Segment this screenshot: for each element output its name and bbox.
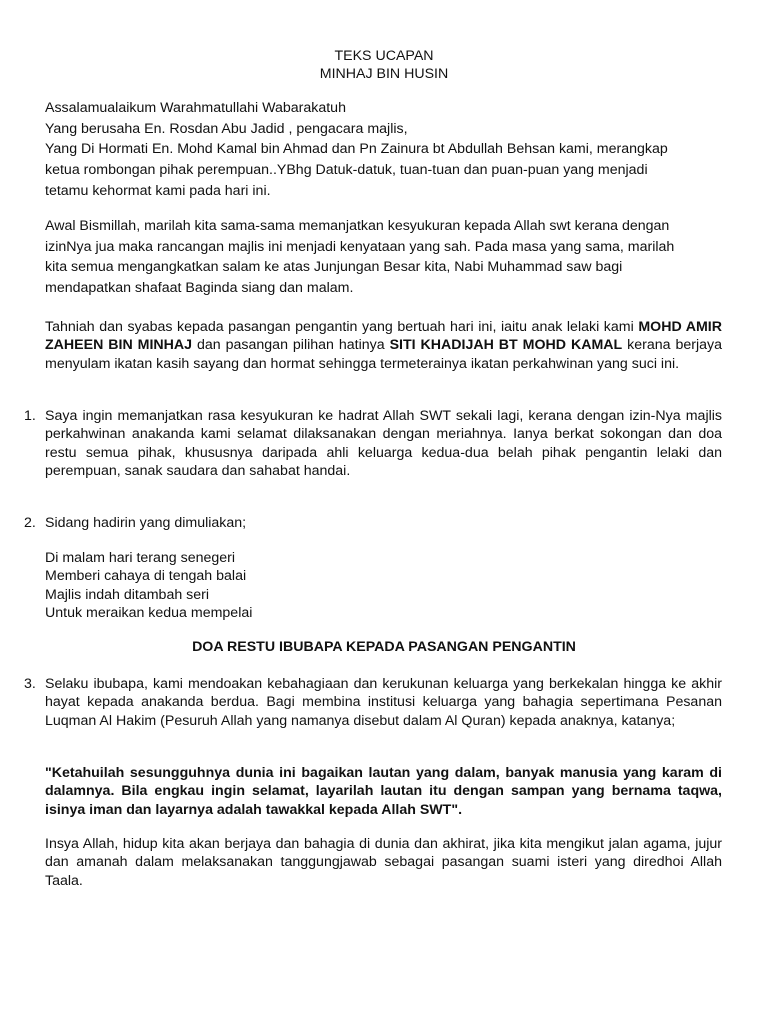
bismillah-paragraph bbox=[45, 216, 722, 299]
item-2-text: Sidang hadirin yang dimuliakan; bbox=[45, 515, 247, 531]
section-heading: DOA RESTU IBUBAPA KEPADA PASANGAN PENGANTIN bbox=[192, 639, 576, 655]
bismillah-line: Awal Bismillah, marilah kita sama-sama memanjatkan kesyukuran kepada Allah swt kerana dengan bbox=[45, 218, 670, 234]
item-3-number: 3. bbox=[24, 676, 36, 692]
greeting-line: ketua rombongan pihak perempuan..YBhg Datuk-datuk, tuan-tuan dan puan-puan yang menjadi bbox=[45, 162, 648, 179]
item-1-text: Saya ingin memanjatkan rasa kesyukuran ke hadrat Allah SWT sekali lagi, kerana dengan izin-Nya majlis perkahwinan anakanda kami selamat dilaksanakan dengan meriahnya. Ianya berkat sokongan dan doa restu semua pihak, khususnya daripada ahli keluarga kedua-dua belah pihak pengantin lelaki dan perempuan, sanak saudara dan sahabat handai. bbox=[45, 408, 722, 479]
bride-name: SITI KHADIJAH BT MOHD KAMAL bbox=[389, 337, 623, 354]
tahniah-text: kerana berjaya menyulam ikatan kasih sayang dan hormat sehingga termeterainya ikatan perkahwinan yang suci ini. bbox=[45, 337, 722, 372]
tahniah-text: dan pasangan pilihan hatinya bbox=[192, 337, 390, 354]
bismillah-line: mendapatkan shafaat Baginda siang dan malam. bbox=[45, 280, 354, 297]
pantun-line: Memberi cahaya di tengah balai bbox=[45, 568, 247, 585]
bismillah-line: izinNya jua maka rancangan majlis ini menjadi kenyataan yang sah. Pada masa yang sama, marilah bbox=[45, 238, 675, 255]
pantun-line: Di malam hari terang senegeri bbox=[45, 550, 236, 566]
groom-name: MOHD AMIR ZAHEEN BIN MINHAJ bbox=[45, 319, 722, 354]
document-title bbox=[0, 47, 768, 83]
bismillah-line: kita semua mengangkatkan salam ke atas Junjungan Besar kita, Nabi Muhammad saw bagi bbox=[45, 259, 623, 276]
tahniah-text: Tahniah dan syabas kepada pasangan pengantin yang bertuah hari ini, iaitu anak lelaki kami bbox=[45, 319, 639, 335]
item-2-number: 2. bbox=[24, 515, 36, 531]
closing-paragraph: Insya Allah, hidup kita akan berjaya dan bahagia di dunia dan akhirat, jika kita mengikut jalan agama, jujur dan amanah dalam melaksanakan tanggungjawab sebagai pasangan suami isteri yang diredhoi Allah Taala. bbox=[45, 836, 722, 889]
greeting-line: Yang berusaha En. Rosdan Abu Jadid , pengacara majlis, bbox=[45, 120, 408, 137]
pantun-line: Majlis indah ditambah seri bbox=[45, 586, 210, 603]
tahniah-paragraph bbox=[45, 318, 722, 373]
greeting-line: Yang Di Hormati En. Mohd Kamal bin Ahmad dan Pn Zainura bt Abdullah Behsan kami, merangkap bbox=[45, 141, 668, 158]
luqman-quote: "Ketahuilah sesungguhnya dunia ini bagaikan lautan yang dalam, banyak manusia yang karam di dalamnya. Bila engkau ingin selamat, layarilah lautan itu dengan sampan yang bernama taqwa, isinya iman dan layarnya adalah tawakkal kepada Allah SWT". bbox=[45, 765, 722, 818]
pantun-line: Untuk meraikan kedua mempelai bbox=[45, 604, 253, 621]
greeting-line: tetamu kehormat kami pada hari ini. bbox=[45, 182, 271, 199]
greeting-line: Assalamualaikum Warahmatullahi Wabarakatuh bbox=[45, 100, 346, 116]
title-line-1: TEKS UCAPAN bbox=[334, 48, 434, 64]
item-1-number: 1. bbox=[24, 408, 36, 424]
item-3-text: Selaku ibubapa, kami mendoakan kebahagiaan dan kerukunan keluarga yang berkekalan hingga ke akhir hayat kepada anakanda berdua. Bagi membina institusi keluarga yang bahagia sepertimana Pesanan Luqman Al Hakim (Pesuruh Allah yang namanya disebut dalam Al Quran) kepada anaknya, katanya; bbox=[45, 676, 722, 729]
title-line-2: MINHAJ BIN HUSIN bbox=[319, 66, 449, 82]
greeting-paragraph bbox=[45, 98, 722, 202]
pantun-verse bbox=[45, 549, 722, 622]
